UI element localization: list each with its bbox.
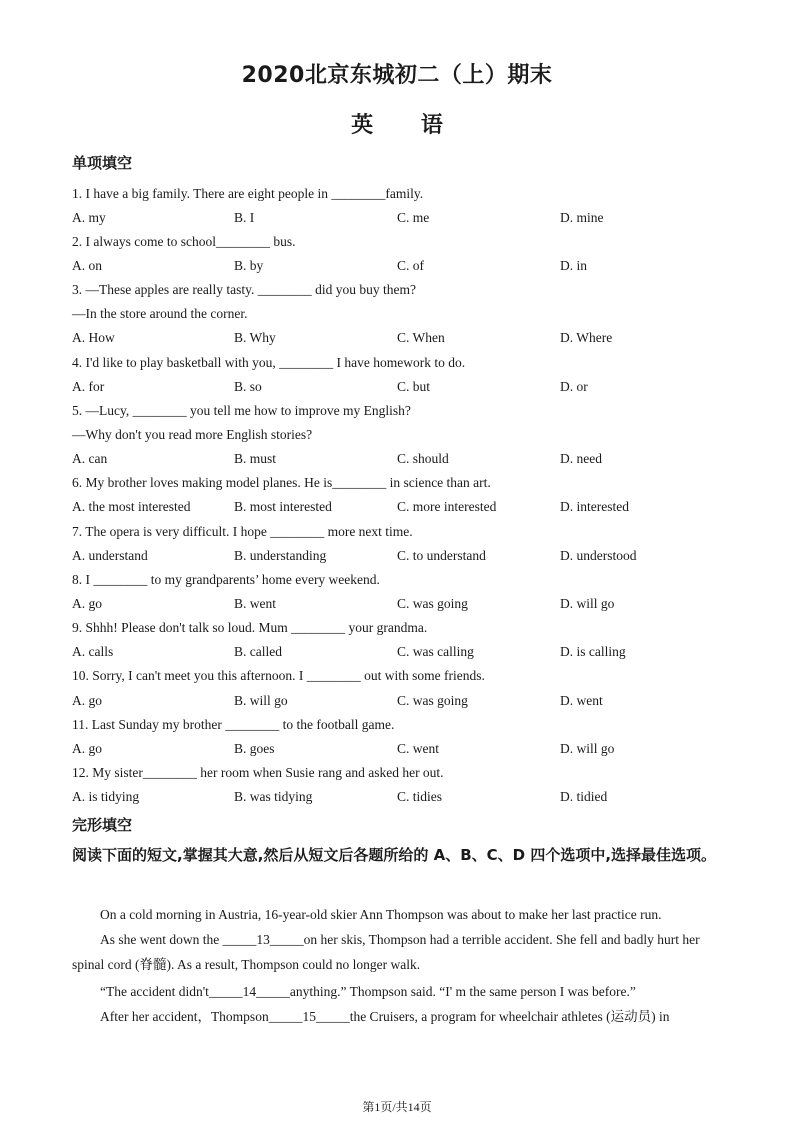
option-d: D. or	[560, 379, 588, 394]
option-c: C. tidies	[397, 789, 443, 804]
option-c: C. but	[397, 379, 431, 394]
cloze-paragraph-3: “The accident didn't_____14_____anything.” Thompson said. “I' m the same person I was before.”	[100, 984, 636, 999]
option-b: B. I	[234, 210, 255, 225]
cloze-instruction: 阅读下面的短文,掌握其大意,然后从短文后各题所给的 A、B、C、D 四个选项中,选择最佳选项。	[72, 846, 717, 864]
question-12-stem: 12. My sister________ her room when Susie rang and asked her out.	[72, 765, 444, 780]
question-8-options	[72, 596, 722, 614]
option-a: A. go	[72, 741, 102, 756]
question-7-options	[72, 548, 722, 566]
question-8-stem: 8. I ________ to my grandparents’ home every weekend.	[72, 572, 380, 587]
option-b: B. goes	[234, 741, 275, 756]
question-2-options	[72, 258, 722, 276]
option-d: D. will go	[560, 741, 615, 756]
option-c: C. me	[397, 210, 430, 225]
question-10-options	[72, 693, 722, 711]
option-b: B. went	[234, 596, 276, 611]
option-a: A. How	[72, 330, 115, 345]
question-7-stem: 7. The opera is very difficult. I hope ________ more next time.	[72, 524, 413, 539]
question-2-stem: 2. I always come to school________ bus.	[72, 234, 296, 249]
option-b: B. must	[234, 451, 277, 466]
option-c: C. should	[397, 451, 449, 466]
option-c: C. more interested	[397, 499, 497, 514]
option-d: D. is calling	[560, 644, 626, 659]
option-d: D. understood	[560, 548, 637, 563]
question-4-stem: 4. I'd like to play basketball with you, ________ I have homework to do.	[72, 355, 466, 370]
option-a: A. for	[72, 379, 105, 394]
option-d: D. in	[560, 258, 587, 273]
option-d: D. Where	[560, 330, 613, 345]
option-a: A. the most interested	[72, 499, 191, 514]
question-9-stem: 9. Shhh! Please don't talk so loud. Mum ________ your grandma.	[72, 620, 428, 635]
question-11-options	[72, 741, 722, 759]
option-a: A. my	[72, 210, 106, 225]
option-b: B. understanding	[234, 548, 327, 563]
option-c: C. was going	[397, 693, 468, 708]
question-5-stem: 5. —Lucy, ________ you tell me how to improve my English?	[72, 403, 411, 418]
question-1-options	[72, 210, 722, 228]
question-12-options	[72, 789, 722, 807]
option-b: B. so	[234, 379, 262, 394]
page-footer: 第1页/共14页	[362, 1100, 432, 1114]
question-3-response: —In the store around the corner.	[72, 306, 248, 321]
option-b: B. called	[234, 644, 282, 659]
option-c: C. of	[397, 258, 424, 273]
option-a: A. on	[72, 258, 102, 273]
question-5-response: —Why don't you read more English stories?	[72, 427, 313, 442]
option-d: D. mine	[560, 210, 604, 225]
option-d: D. tidied	[560, 789, 608, 804]
option-b: B. will go	[234, 693, 288, 708]
option-d: D. need	[560, 451, 602, 466]
option-a: A. understand	[72, 548, 148, 563]
option-a: A. can	[72, 451, 108, 466]
option-d: D. will go	[560, 596, 615, 611]
section-heading-single-choice: 单项填空	[72, 154, 133, 172]
cloze-paragraph-1: On a cold morning in Austria, 16-year-old skier Ann Thompson was about to make her last practice run.	[100, 907, 662, 922]
question-3-options	[72, 330, 722, 348]
option-a: A. calls	[72, 644, 114, 659]
subject-title: 英 语	[351, 113, 443, 138]
question-3-stem: 3. —These apples are really tasty. ________ did you buy them?	[72, 282, 417, 297]
question-6-options	[72, 499, 722, 517]
option-a: A. is tidying	[72, 789, 140, 804]
question-5-options	[72, 451, 722, 469]
option-b: B. by	[234, 258, 264, 273]
option-b: B. most interested	[234, 499, 332, 514]
option-b: B. was tidying	[234, 789, 313, 804]
question-1-stem: 1. I have a big family. There are eight people in ________family.	[72, 186, 424, 201]
question-10-stem: 10. Sorry, I can't meet you this afternoon. I ________ out with some friends.	[72, 668, 485, 683]
section-heading-cloze: 完形填空	[72, 816, 133, 834]
option-b: B. Why	[234, 330, 276, 345]
question-9-options	[72, 644, 722, 662]
cloze-paragraph-2: As she went down the _____13_____on her skis, Thompson had a terrible accident. She fell and badly hurt her spinal cord (脊髓). As a result, Thompson could no longer walk.	[72, 932, 700, 972]
option-c: C. to understand	[397, 548, 486, 563]
option-d: D. went	[560, 693, 603, 708]
option-d: D. interested	[560, 499, 629, 514]
option-a: A. go	[72, 596, 102, 611]
option-c: C. was calling	[397, 644, 474, 659]
option-c: C. was going	[397, 596, 468, 611]
question-11-stem: 11. Last Sunday my brother ________ to the football game.	[72, 717, 395, 732]
document-title: 2020北京东城初二（上）期末	[241, 63, 553, 88]
question-6-stem: 6. My brother loves making model planes. He is________ in science than art.	[72, 475, 491, 490]
option-a: A. go	[72, 693, 102, 708]
option-c: C. When	[397, 330, 445, 345]
option-c: C. went	[397, 741, 439, 756]
cloze-paragraph-4: After her accident，Thompson_____15_____the Cruisers, a program for wheelchair athletes (运动员) in	[100, 1009, 670, 1024]
question-4-options	[72, 379, 722, 397]
